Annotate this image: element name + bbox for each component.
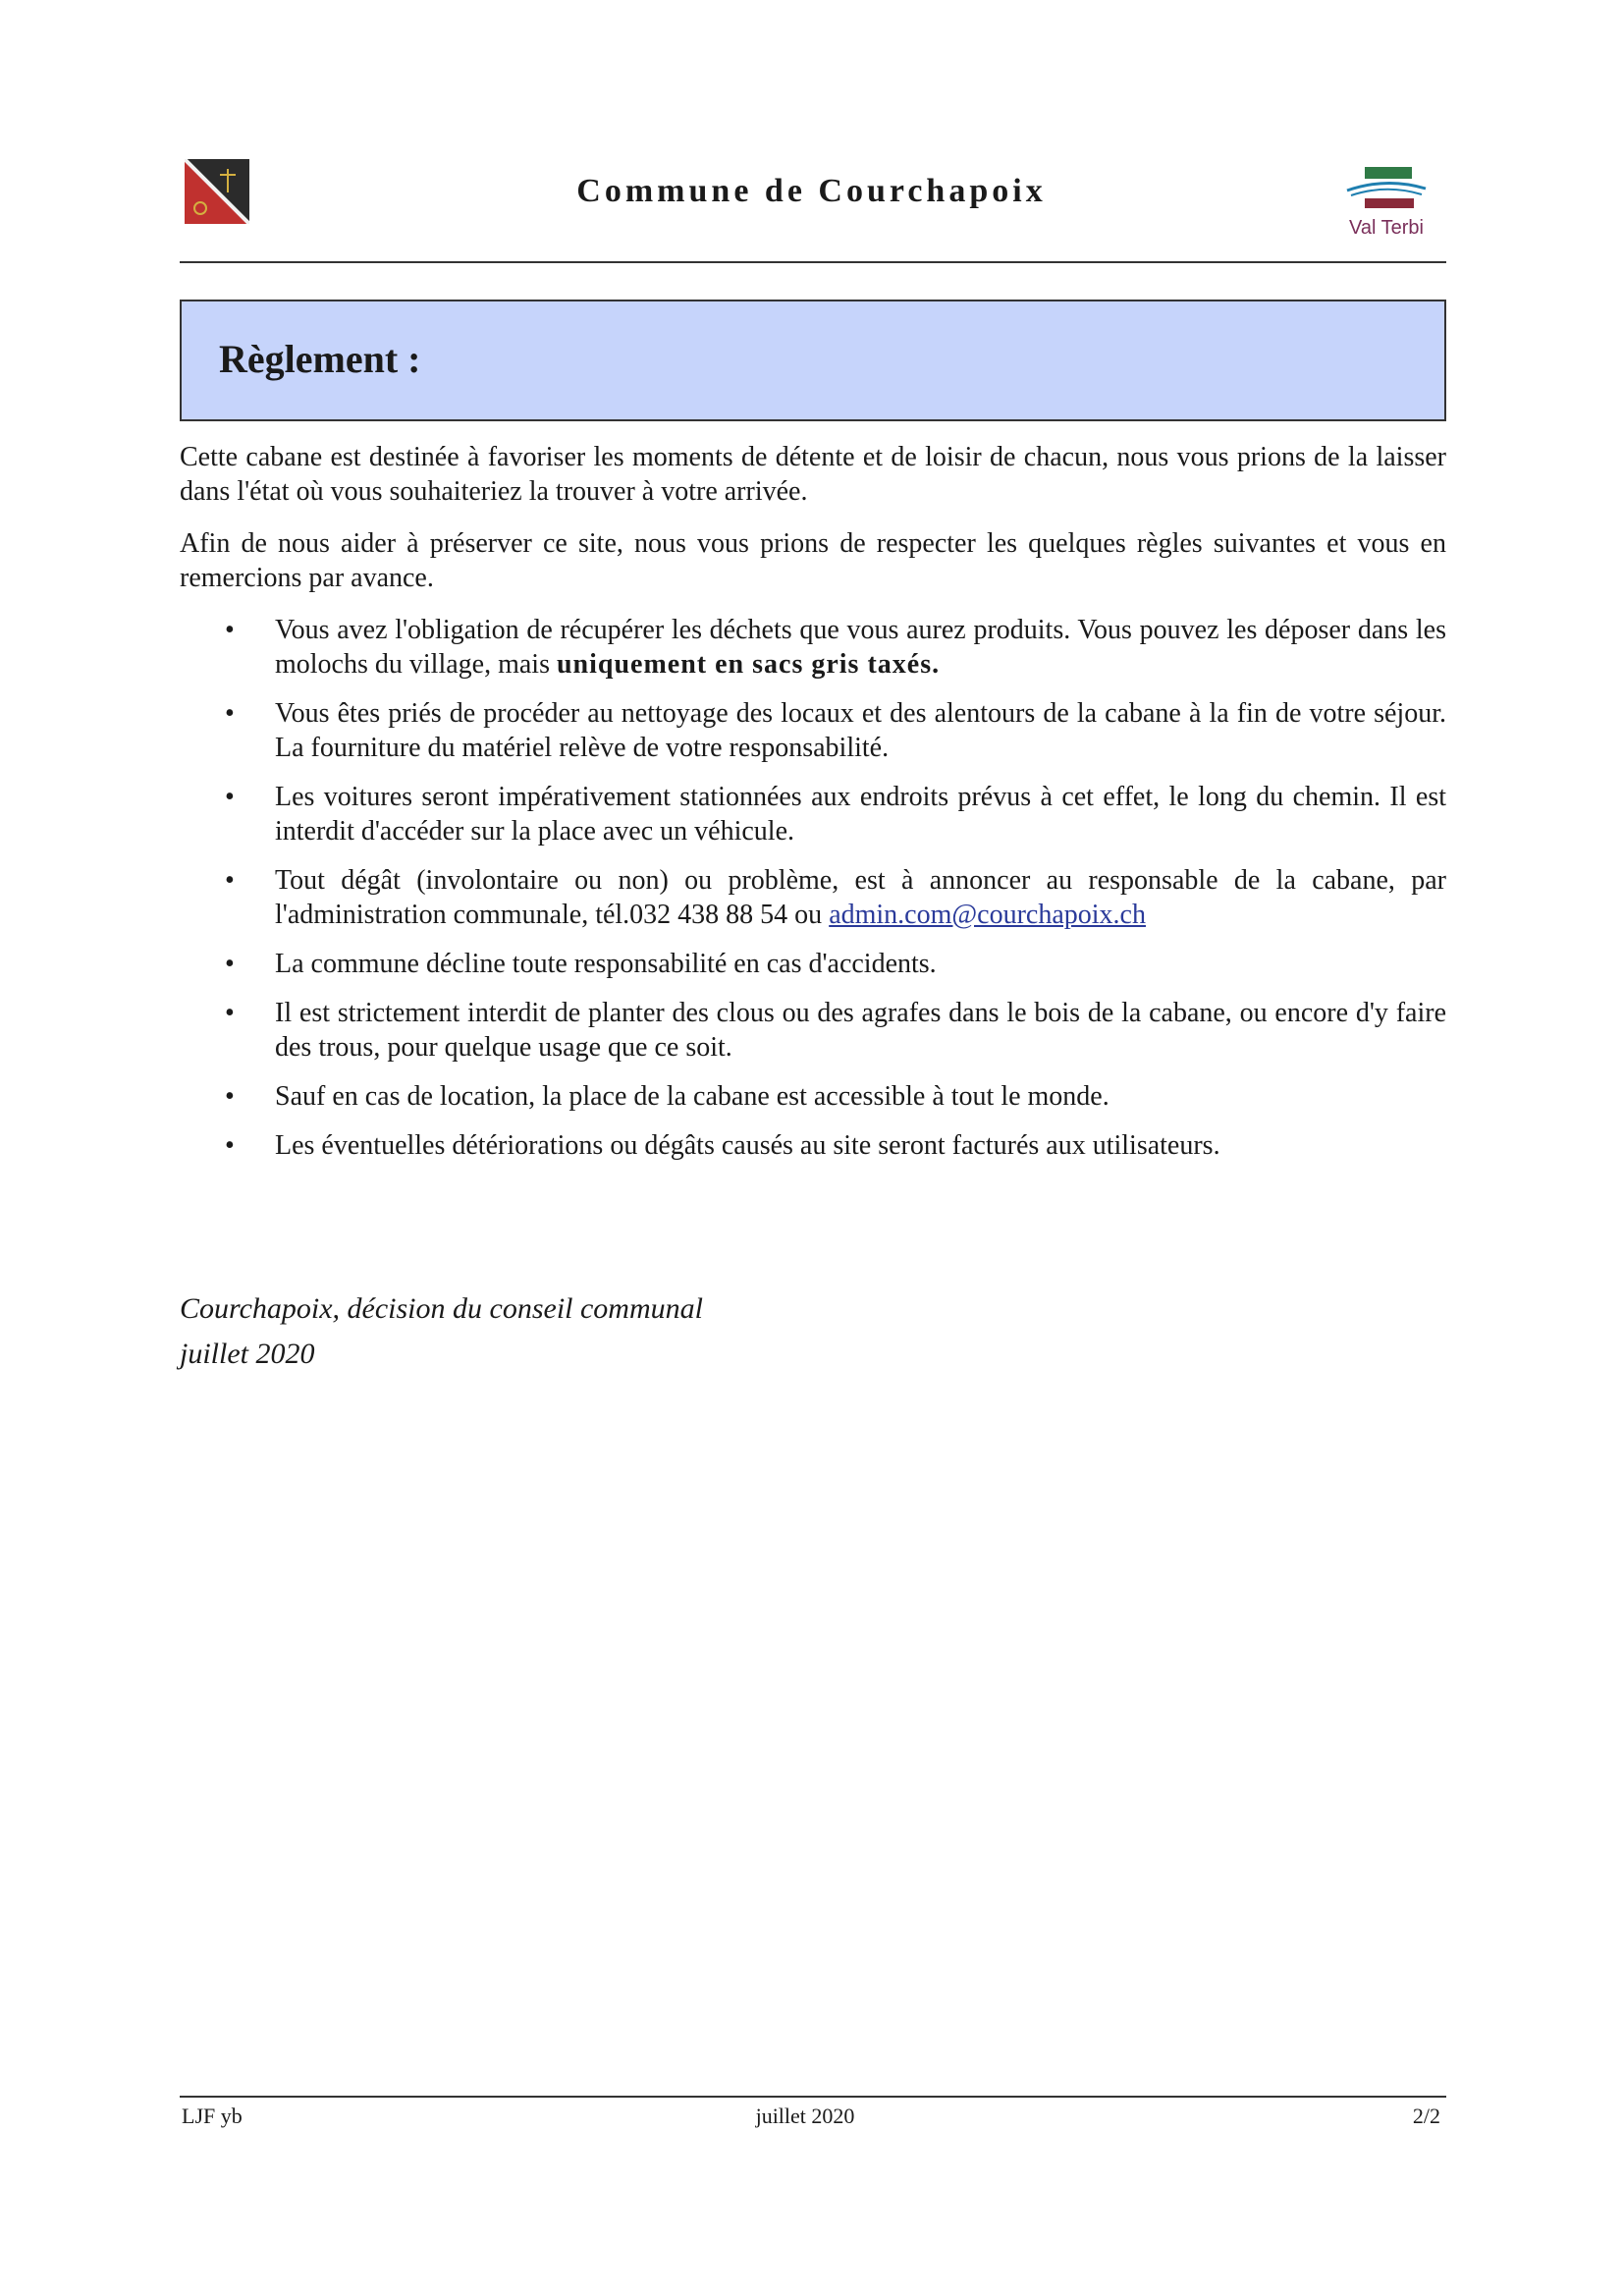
- rule-item: [180, 780, 1446, 848]
- rule-item: [180, 1128, 1446, 1163]
- email-link[interactable]: admin.com@courchapoix.ch: [829, 900, 1146, 930]
- rule-item: [180, 696, 1446, 765]
- reglement-title-box: [180, 300, 1446, 421]
- rule-item: [180, 947, 1446, 981]
- rule-item: [180, 1079, 1446, 1114]
- rule-text: Il est strictement interdit de planter des clous ou des agrafes dans le bois de la cabane, ou encore d'y faire des trous, pour quelque usage que ce soit.: [275, 998, 1446, 1063]
- bullet-icon: •: [225, 1130, 235, 1161]
- rule-text: Les voitures seront impérativement stationnées aux endroits prévus à cet effet, le long du chemin. Il est interdit d'accéder sur la place avec un véhicule.: [275, 782, 1446, 847]
- bullet-icon: •: [225, 998, 235, 1028]
- page-number: 2/2: [1412, 2104, 1440, 2128]
- bullet-icon: •: [225, 782, 235, 812]
- bullet-icon: •: [225, 1081, 235, 1112]
- rule-emphasis: uniquement en sacs gris taxés.: [556, 649, 941, 680]
- rules-list: [180, 613, 1446, 1163]
- intro-paragraph: Cette cabane est destinée à favoriser les moments de détente et de loisir de chacun, nous vous prions de la laisser dans l'état où vous souhaiteriez la trouver à votre arrivée.: [180, 442, 1446, 507]
- bullet-icon: •: [225, 865, 235, 896]
- val-terbi-logo: [1327, 163, 1445, 240]
- signature-line: Courchapoix, décision du conseil communal: [180, 1292, 703, 1325]
- rule-text: Tout dégât (involontaire ou non) ou problème, est à annoncer au responsable de la cabane, par l'administration communale, tél.032 438 88 54 ou: [275, 865, 1446, 930]
- rule-item: [180, 996, 1446, 1065]
- bullet-icon: •: [225, 949, 235, 979]
- rule-item: [180, 613, 1446, 682]
- rule-text: Les éventuelles détériorations ou dégâts causés au site seront facturés aux utilisateurs.: [275, 1130, 1220, 1161]
- footer-date: juillet 2020: [755, 2104, 855, 2128]
- document-body: [180, 440, 1446, 1177]
- rule-text: La commune décline toute responsabilité en cas d'accidents.: [275, 949, 937, 979]
- signature-block: [180, 1286, 703, 1377]
- footer-author: LJF yb: [182, 2104, 243, 2128]
- footer-divider: [180, 2096, 1446, 2098]
- bullet-icon: •: [225, 615, 235, 645]
- bullet-icon: •: [225, 698, 235, 729]
- rule-text: Vous êtes priés de procéder au nettoyage des locaux et des alentours de la cabane à la fin de votre séjour. La fourniture du matériel relève de votre responsabilité.: [275, 698, 1446, 763]
- header-divider: [180, 261, 1446, 263]
- rule-text: Sauf en cas de location, la place de la cabane est accessible à tout le monde.: [275, 1081, 1109, 1112]
- rule-item: [180, 863, 1446, 932]
- signature-date: juillet 2020: [180, 1338, 315, 1370]
- svg-text:Val Terbi: Val Terbi: [1349, 217, 1424, 239]
- intro-paragraph: Afin de nous aider à préserver ce site, nous vous prions de respecter les quelques règles suivantes et vous en remercions par avance.: [180, 528, 1446, 593]
- commune-title: Commune de Courchapoix: [576, 173, 1047, 209]
- reglement-heading: Règlement :: [219, 337, 421, 381]
- rule-text: Vous avez l'obligation de récupérer les déchets que vous aurez produits. Vous pouvez les déposer dans les molochs du village, mais: [275, 615, 1446, 680]
